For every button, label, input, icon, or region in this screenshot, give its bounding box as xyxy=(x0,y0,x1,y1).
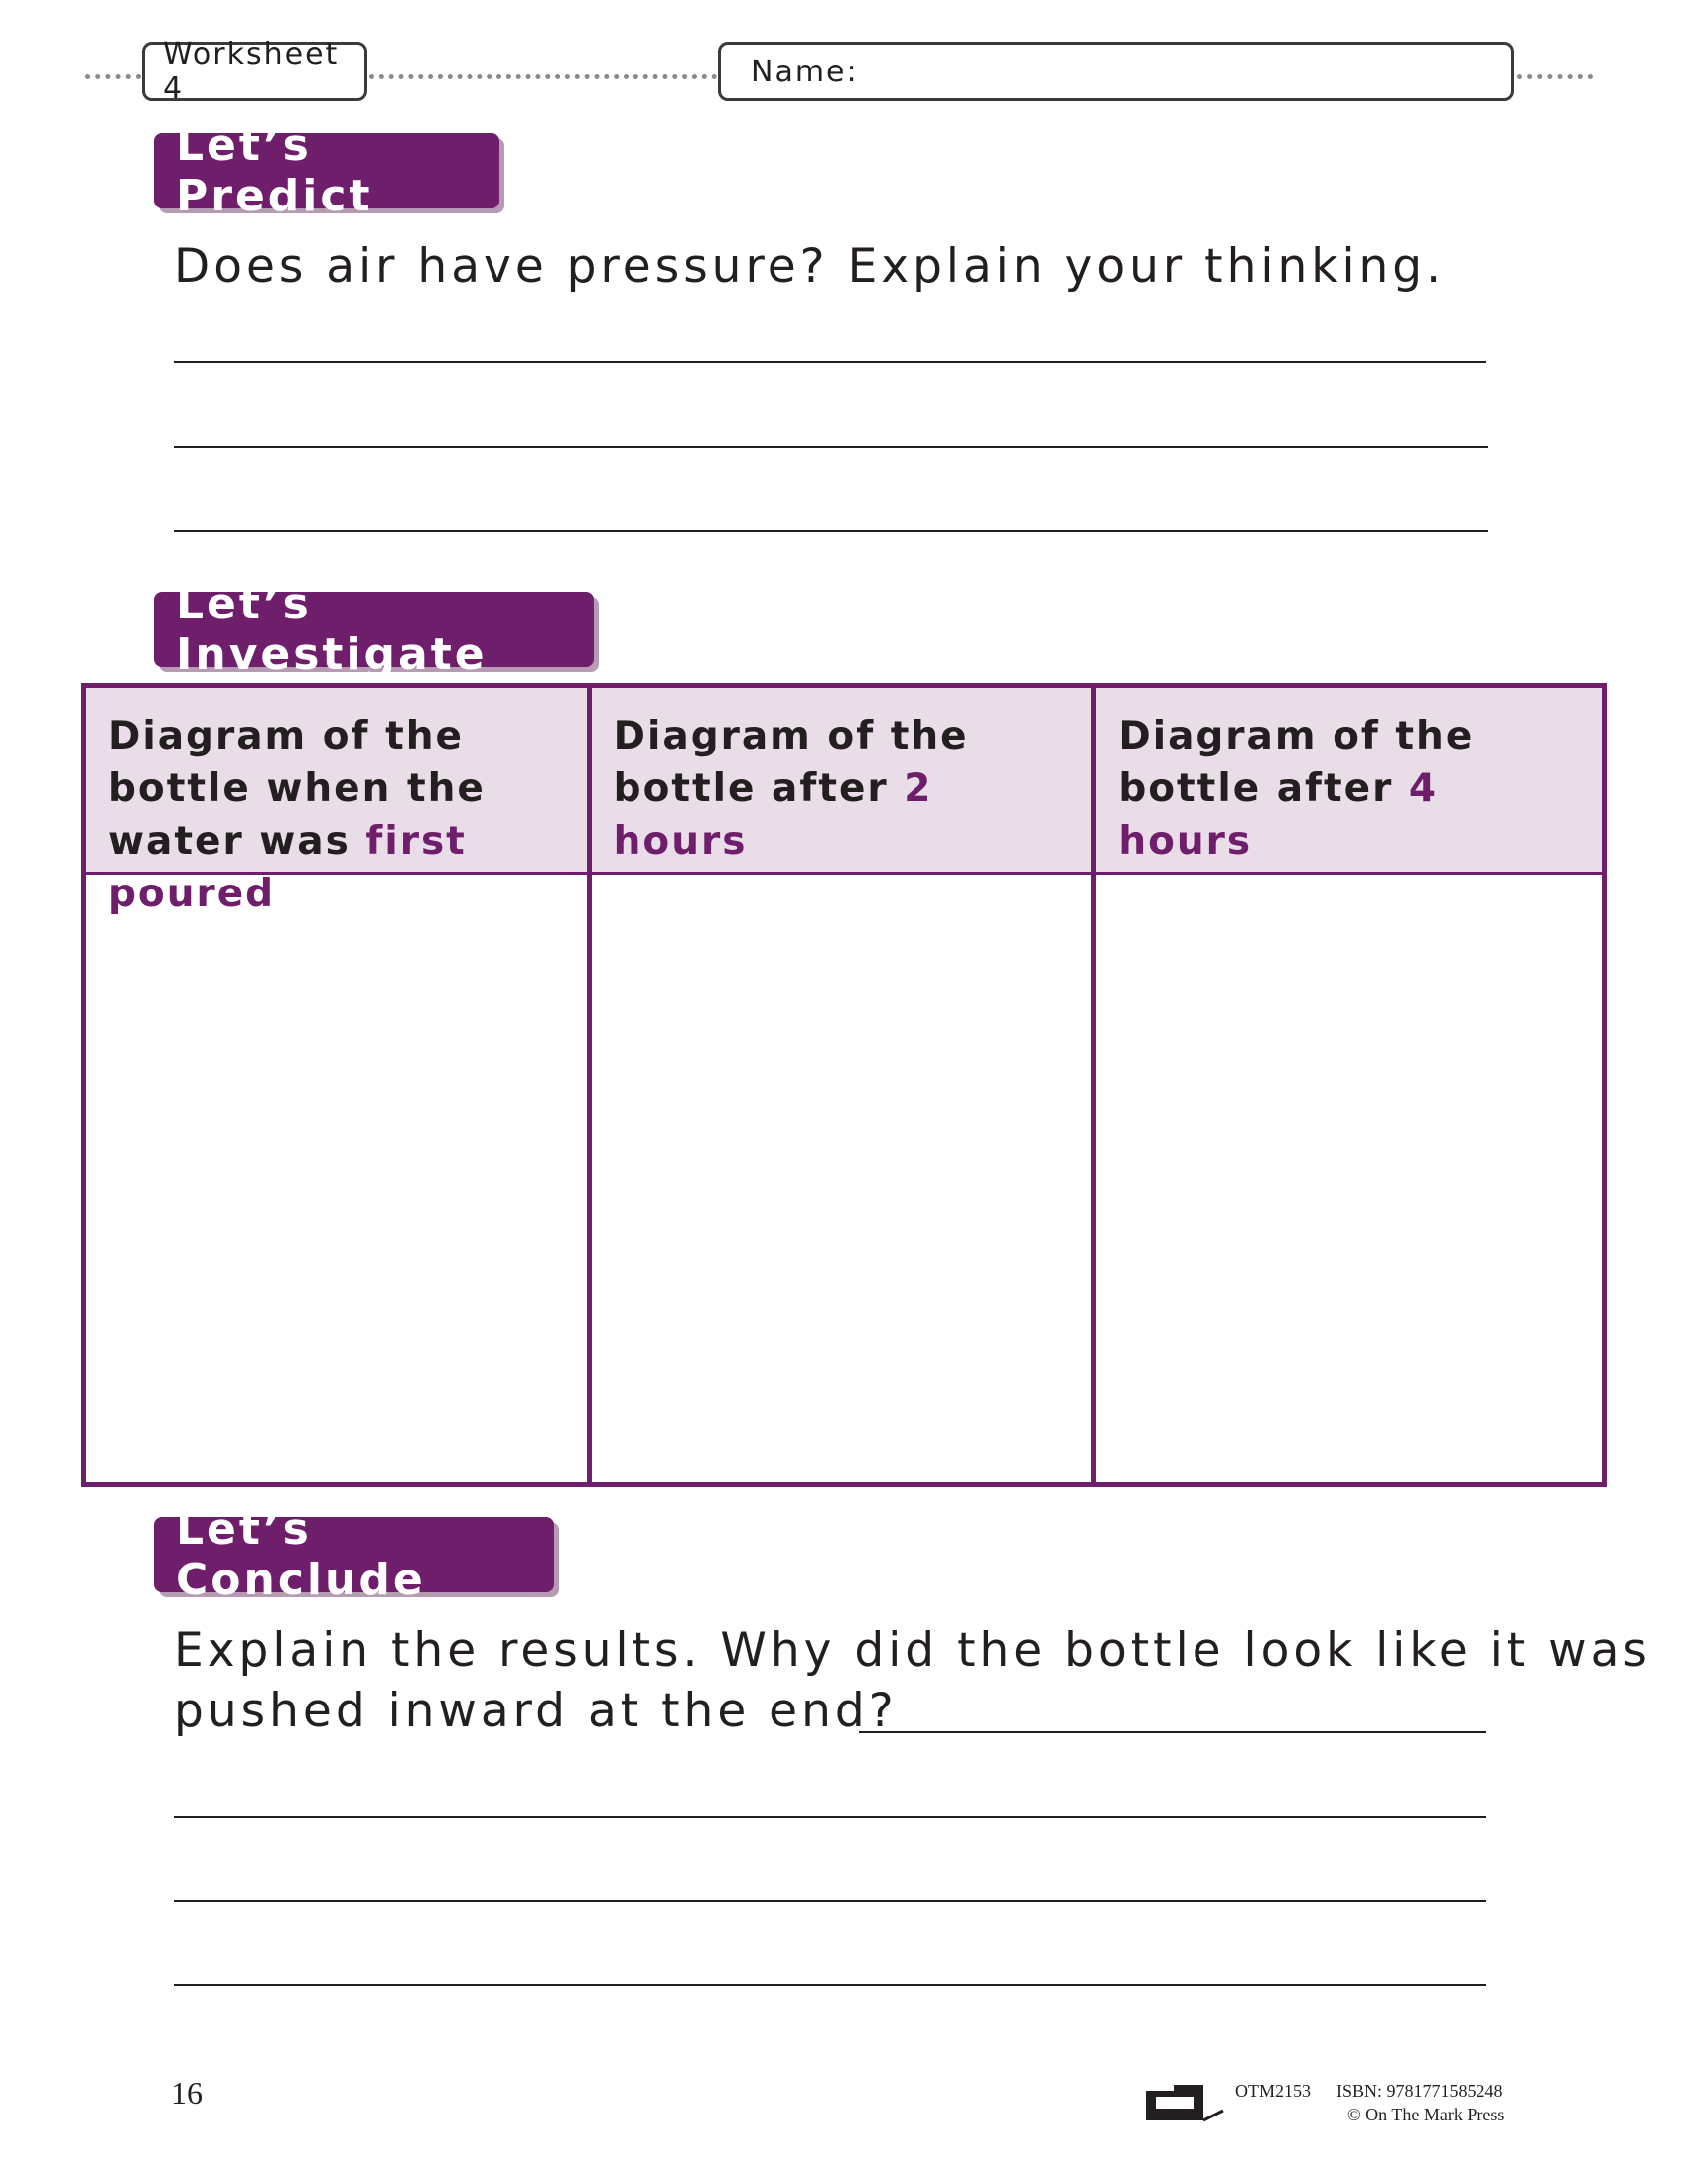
table-header-2-hours xyxy=(592,688,1097,875)
section-tab-conclude xyxy=(154,1504,554,1605)
conclude-answer-line-1[interactable] xyxy=(859,1731,1486,1733)
page-number: 16 xyxy=(171,2075,203,2111)
table-header-4-hours xyxy=(1096,688,1602,875)
header-dotted-rule-left xyxy=(85,74,141,79)
section-tab-predict-label: Let’s Predict xyxy=(176,120,373,221)
worksheet-label xyxy=(142,37,367,106)
table-header-text: Diagram of the bottle after xyxy=(613,714,969,811)
conclude-answer-line-4[interactable] xyxy=(174,1984,1486,1986)
predict-answer-line-1[interactable] xyxy=(174,361,1486,363)
table-header-text: Diagram of the bottle after xyxy=(1118,714,1475,811)
publisher-logo-icon xyxy=(1144,2083,1225,2124)
table-header-text: Diagram of the bottle when the water was xyxy=(108,714,486,864)
copyright: © On The Mark Press xyxy=(1347,2105,1505,2124)
table-header-highlight: 2 hours xyxy=(613,766,933,864)
predict-answer-line-2[interactable] xyxy=(174,446,1488,448)
section-tab-conclude-label: Let’s Conclude xyxy=(176,1504,426,1605)
conclude-question-line-1: Explain the results. Why did the bottle look like it was xyxy=(174,1623,1651,1678)
section-tab-investigate-label: Let’s Investigate xyxy=(176,579,488,680)
observation-table xyxy=(81,683,1607,1487)
drawing-area-first-poured[interactable] xyxy=(86,875,592,1482)
header-dotted-rule-middle xyxy=(369,74,717,79)
worksheet-label-text: Worksheet 4 xyxy=(163,37,340,106)
drawing-area-4-hours[interactable] xyxy=(1096,875,1602,1482)
header-dotted-rule-right xyxy=(1517,74,1593,79)
section-tab-predict xyxy=(154,120,499,221)
drawing-area-2-hours[interactable] xyxy=(592,875,1097,1482)
predict-question: Does air have pressure? Explain your thinking. xyxy=(174,239,1446,294)
conclude-question-line-2: pushed inward at the end? xyxy=(174,1684,898,1738)
name-field[interactable] xyxy=(718,42,1514,101)
name-field-label: Name: xyxy=(751,54,859,89)
predict-answer-line-3[interactable] xyxy=(174,530,1488,532)
table-header-highlight: 4 hours xyxy=(1118,766,1439,864)
isbn: ISBN: 9781771585248 xyxy=(1336,2081,1503,2101)
product-code: OTM2153 xyxy=(1235,2081,1311,2101)
table-header-highlight: first poured xyxy=(108,819,467,916)
conclude-answer-line-3[interactable] xyxy=(174,1900,1486,1902)
section-tab-investigate xyxy=(154,579,594,680)
table-header-first-poured xyxy=(86,688,592,916)
conclude-answer-line-2[interactable] xyxy=(174,1816,1486,1818)
